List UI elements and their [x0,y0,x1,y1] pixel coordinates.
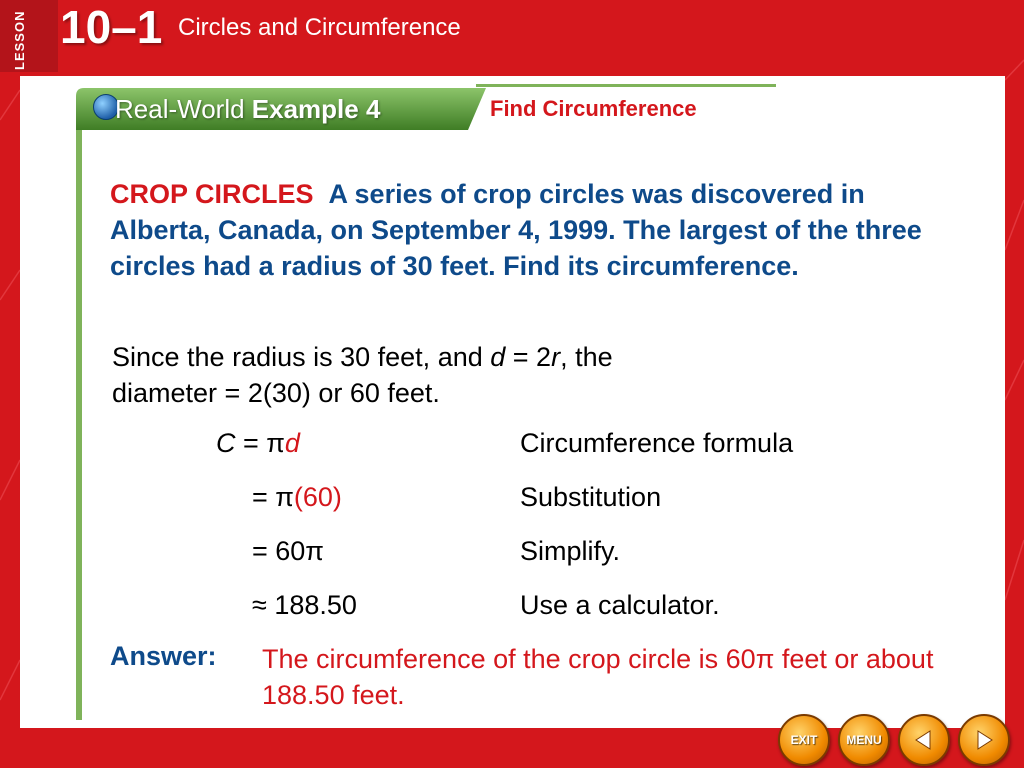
equation-left [216,428,300,459]
equation-reason: Simplify. [520,536,621,566]
equation-row [20,590,1005,630]
equation-row [20,428,1005,468]
answer-label: Answer: [110,641,217,671]
banner-bold: Example 4 [251,94,381,124]
equation-reason: Use a calculator. [520,590,720,620]
exit-button[interactable] [778,714,830,766]
lesson-tab [0,0,58,72]
example-banner-label [115,94,380,125]
equation-expression: ≈ 188.50 [252,590,357,620]
equation-left [252,482,342,513]
variable-d: d [490,342,506,372]
example-subtitle: Find Circumference [490,96,697,121]
equation-expression: = 60π [252,536,324,566]
exit-label: EXIT [790,733,818,747]
problem-statement [110,176,970,284]
subtitle-underline [476,84,776,88]
explanation-line-1 [112,339,812,375]
content-panel [20,76,1005,728]
equation-reason: Circumference formula [520,428,794,458]
equation-left [252,536,324,567]
answer-text: The circumference of the crop circle is 60π feet or about 188.50 feet. [262,644,934,710]
explanation-part: , the [560,342,613,372]
previous-button[interactable] [898,714,950,766]
menu-label: MENU [846,733,882,747]
lesson-tab-label: LESSON [12,10,27,70]
arrow-left-icon [912,728,936,752]
lesson-number: 10–1 [60,1,163,53]
next-button[interactable] [958,714,1010,766]
equation-expression: = π [252,482,294,512]
equation-highlight: d [284,428,300,458]
equation-highlight: (60) [293,482,342,512]
arrow-right-icon [972,728,996,752]
explanation-text [112,339,812,411]
equation-expression: = π [235,428,285,458]
banner-side-bar [76,130,84,720]
explanation-part: Since the radius is 30 feet, and [112,342,491,372]
explanation-part: = 2 [505,342,552,372]
problem-text: A series of crop circles was discovered in Alberta, Canada, on September 4, 1999. The largest of the three circles had a radius of 30 feet. Find its circumference. [110,179,922,281]
equation-left [252,590,357,621]
problem-keyword: CROP CIRCLES [110,179,314,209]
equation-row [20,482,1005,522]
equation-reason: Substitution [520,482,662,512]
lesson-title: Circles and Circumference [178,14,461,41]
variable-c: C [216,428,236,458]
menu-button[interactable] [838,714,890,766]
explanation-line-2: diameter = 2(30) or 60 feet. [112,378,440,408]
equation-row [20,536,1005,576]
variable-r: r [551,342,561,372]
banner-prefix: Real-World [115,94,252,124]
